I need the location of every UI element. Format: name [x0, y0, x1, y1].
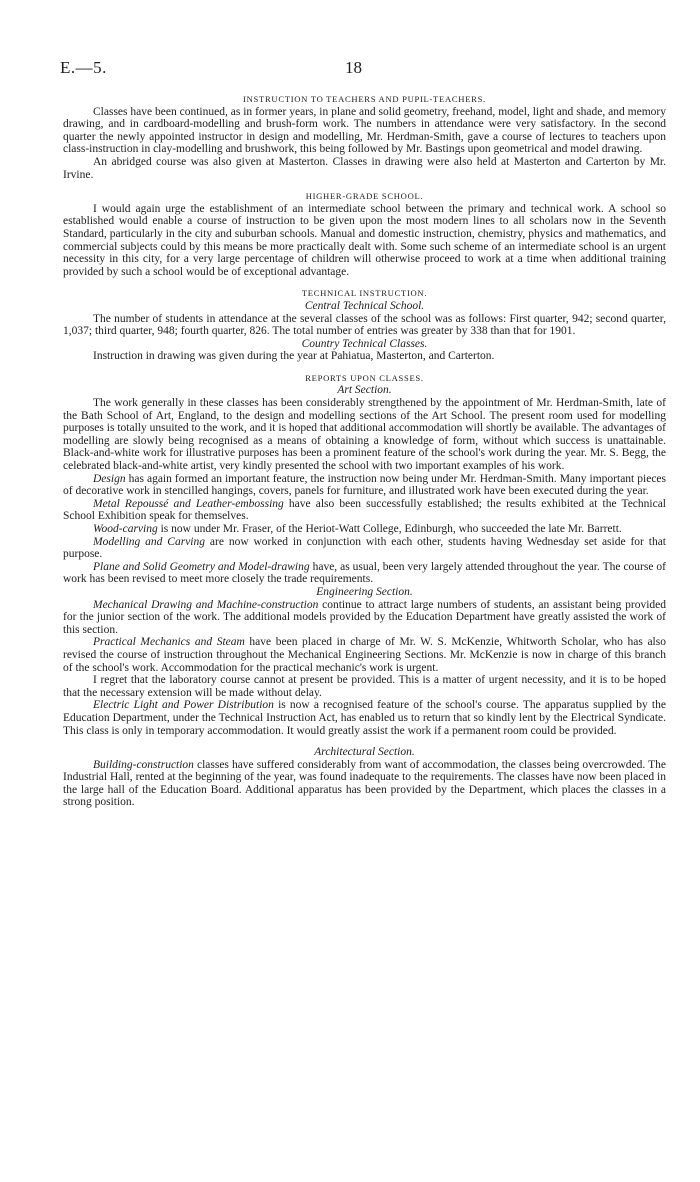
term-modelling-carving: Modelling and Carving — [93, 535, 205, 548]
paragraph-practical-mechanics — [63, 636, 666, 674]
text-modelling-carving: are now worked in conjunction with each other, students having Wednesday set aside for that purpose. — [63, 535, 667, 561]
paragraph-building-construction — [63, 759, 666, 809]
paragraph-abridged-course: An abridged course was also given at Masterton. Classes in drawing were also held at Masterton and Carterton by Mr. Irvine. — [63, 155, 666, 181]
paragraph-design — [63, 473, 666, 498]
paragraph-instruction-classes: Classes have been continued, as in former years, in plane and solid geometry, freehand, model, light and shade, and memory drawing, and in cardboard-modelling and brush-form work. The numbers in attendance were very satisfactory. In the second quarter the newly appointed instructor in design and modelling, Mr. Herdman-Smith, gave a course of lectures to teachers upon class-instruction in clay-modelling and brushwork, this being followed by Mr. Bastings upon geometrical and model drawing. — [63, 105, 666, 156]
paragraph-mechanical-drawing — [63, 599, 666, 637]
subheading-art-section: Art Section. — [337, 384, 392, 397]
term-practical-mechanics: Practical Mechanics and Steam — [93, 636, 245, 649]
section-heading-instruction: INSTRUCTION TO TEACHERS AND PUPIL-TEACHERS. — [243, 94, 486, 104]
subheading-engineering-section: Engineering Section. — [316, 585, 413, 598]
paragraph-plane-solid-geometry — [63, 561, 666, 586]
term-building-construction: Building-construction — [93, 758, 194, 771]
paragraph-metal-repousse — [63, 498, 666, 523]
paragraph-art-general: The work generally in these classes has been considerably strengthened by the appointment of Mr. Herdman-Smith, late of the Bath School of Art, England, to the design and modelling sections of the Art School. The present room used for modelling purposes is totally unsuited to the work, and it is hoped that additional accommodation will shortly be available. The advantages of modelling are slowly being recognised as a means of obtaining a knowledge of form, without which success is unattainable. Black-and-white work for illustrative purposes has been a prominent feature of the school's work during the year. Mr. S. Begg, the celebrated black-and-white artist, very kindly presented the school with two important examples of his work. — [63, 397, 666, 473]
paragraph-central-school: The number of students in attendance at the several classes of the school was as follows: First quarter, 942; second quarter, 1,037; third quarter, 948; fourth quarter, 826. The total number of entries was greater by 338 than that for 1901. — [63, 312, 666, 338]
term-metal-repousse: Metal Repoussé and Leather-embossing — [93, 497, 284, 510]
text-wood-carving: is now under Mr. Fraser, of the Heriot-Watt College, Edinburgh, who succeeded the late Mr. Barrett. — [157, 523, 622, 535]
term-plane-solid-geometry: Plane and Solid Geometry and Model-drawing — [93, 560, 310, 573]
text-plane-solid-geometry: have, as usual, been very largely attended throughout the year. The course of work has been revised to meet more closely the trade requirements. — [63, 560, 666, 586]
section-heading-reports: REPORTS UPON CLASSES. — [305, 372, 424, 383]
subheading-country-classes: Country Technical Classes. — [301, 337, 428, 350]
text-electric-light: is now a recognised feature of the school's course. The apparatus supplied by the Education Department, under the Technical Instruction Act, has enabled us to return that so kindly lent by the Electrical Syndicate. This class is only in temporary accommodation. It would greatly assist the work if a permanent room could be provided. — [63, 699, 666, 737]
page-body — [63, 93, 666, 809]
subheading-central-school: Central Technical School. — [304, 299, 425, 312]
text-metal-repousse: have also been successfully established; the results exhibited at the Technical School Exhibition speak for themselves. — [63, 497, 667, 523]
page-number: 18 — [345, 58, 362, 77]
subheading-architectural-section: Architectural Section. — [314, 746, 415, 759]
paragraph-higher-grade: I would again urge the establishment of an intermediate school between the primary and technical work. A school so established would enable a course of instruction to be given upon the most modern lines to all scholars now in the Seventh Standard, particularly in the city and suburban schools. Manual and domestic instruction, chemistry, physics and mathematics, and commercial subjects could by this means be more practically dealt with. Some such scheme of an intermediate school is an urgent necessity in this city, for a very large percentage of children will otherwise proceed to work at a time when additional training provided by such a school would be of exceptional advantage. — [63, 202, 666, 278]
section-heading-higher-grade: HIGHER-GRADE SCHOOL. — [305, 191, 424, 202]
text-design: has again formed an important feature, the instruction now being under Mr. Herdman-Smith. Many important pieces of decorative work in stencilled hangings, covers, panels for furniture, and illustrated work have been executed during the year. — [63, 472, 666, 498]
term-design: Design — [93, 472, 126, 485]
text-practical-mechanics: have been placed in charge of Mr. W. S. McKenzie, Whitworth Scholar, who has also revised the course of instruction throughout the Mechanical Engineering Sections. Mr. McKenzie is now in charge of this branch of the school's work. Accommodation for the practical mechanic's work is urgent. — [63, 636, 666, 674]
paragraph-laboratory-course: I regret that the laboratory course cannot at present be provided. This is a matter of urgent necessity, and it is to be hoped that the necessary extension will be made without delay. — [63, 674, 666, 699]
term-electric-light: Electric Light and Power Distribution — [93, 699, 274, 712]
paragraph-modelling-carving — [63, 536, 666, 561]
text-mechanical-drawing: continue to attract large numbers of students, an assistant being provided for the junior section of the work. The additional models provided by the Education Department have greatly assisted the work of this section. — [63, 598, 666, 636]
term-mechanical-drawing: Mechanical Drawing and Machine-construction — [93, 598, 319, 611]
paragraph-country-classes: Instruction in drawing was given during the year at Pahiatua, Masterton, and Carterton. — [93, 350, 495, 363]
term-wood-carving: Wood-carving — [93, 523, 158, 535]
paragraph-electric-light — [63, 699, 666, 737]
document-reference: E.—5. — [60, 58, 107, 77]
text-building-construction: classes have suffered considerably from want of accommodation, the classes being overcrowded. The Industrial Hall, rented at the beginning of the year, was found inadequate to the requirements. The classes have now been placed in the large hall of the Education Board. Additional apparatus has been provided by the Department, which places the classes in a strong position. — [63, 758, 666, 809]
paragraph-wood-carving — [63, 523, 666, 536]
section-heading-technical: TECHNICAL INSTRUCTION. — [301, 288, 428, 299]
